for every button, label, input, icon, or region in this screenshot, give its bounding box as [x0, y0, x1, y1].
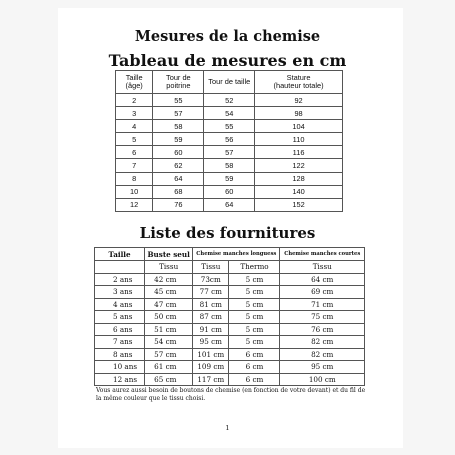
table-cell: 55 — [204, 120, 255, 133]
table-cell: 6 ans — [95, 323, 145, 336]
table-cell: 5 cm — [229, 311, 280, 324]
table-row — [116, 133, 343, 146]
table-row — [95, 286, 365, 299]
table-cell: 122 — [255, 159, 343, 172]
table-cell: 128 — [255, 172, 343, 185]
header-height: Stature (hauteur totale) — [255, 71, 343, 94]
table-cell: 64 cm — [280, 273, 365, 286]
table-header-row — [95, 248, 365, 261]
table-cell: 3 — [116, 107, 153, 120]
table-cell: 59 — [153, 133, 204, 146]
table-cell: 69 cm — [280, 286, 365, 299]
table-cell: 91 cm — [193, 323, 229, 336]
table-cell: 7 ans — [95, 336, 145, 349]
table-cell: 5 ans — [95, 311, 145, 324]
table-cell: 8 ans — [95, 348, 145, 361]
table-row — [116, 107, 343, 120]
header-size: Taille (âge) — [116, 71, 153, 94]
table-cell: 60 — [153, 146, 204, 159]
supplies-table — [94, 247, 365, 386]
table-cell: 58 — [204, 159, 255, 172]
table-cell: 71 cm — [280, 298, 365, 311]
table-cell: 58 — [153, 120, 204, 133]
table-cell: 101 cm — [193, 348, 229, 361]
table-cell: 8 — [116, 172, 153, 185]
table-cell: 51 cm — [145, 323, 193, 336]
header-size: Taille — [95, 248, 145, 261]
table-cell: 47 cm — [145, 298, 193, 311]
subheader-cell: Tissu — [280, 261, 365, 274]
table-cell: 4 ans — [95, 298, 145, 311]
header-chest: Tour de poitrine — [153, 71, 204, 94]
table-cell: 61 cm — [145, 361, 193, 374]
subheader-cell — [95, 261, 145, 274]
table-cell: 77 cm — [193, 286, 229, 299]
table-cell: 7 — [116, 159, 153, 172]
table-cell: 6 cm — [229, 348, 280, 361]
table-subheader-row — [95, 261, 365, 274]
table-row — [116, 185, 343, 198]
measurements-table — [115, 70, 343, 212]
table-cell: 6 — [116, 146, 153, 159]
header-bust-only: Buste seul — [145, 248, 193, 261]
table-row — [95, 298, 365, 311]
table-cell: 87 cm — [193, 311, 229, 324]
header-long-sleeve: Chemise manches longuess — [193, 248, 280, 261]
table-cell: 82 cm — [280, 336, 365, 349]
table-cell: 5 cm — [229, 286, 280, 299]
table-row — [95, 336, 365, 349]
document-title: Mesures de la chemise — [134, 28, 321, 45]
table-row — [95, 348, 365, 361]
table-cell: 100 cm — [280, 373, 365, 386]
measurements-table-body — [116, 94, 343, 212]
subheader-cell: Tissu — [193, 261, 229, 274]
table-cell: 56 — [204, 133, 255, 146]
table-cell: 4 — [116, 120, 153, 133]
table-cell: 5 cm — [229, 273, 280, 286]
table-cell: 5 cm — [229, 336, 280, 349]
table-row — [116, 172, 343, 185]
table-row — [116, 146, 343, 159]
subheader-cell: Tissu — [145, 261, 193, 274]
measurements-table-title: Tableau de mesures en cm — [108, 51, 347, 70]
table-cell: 10 ans — [95, 361, 145, 374]
table-cell: 52 — [204, 94, 255, 107]
table-cell: 6 cm — [229, 361, 280, 374]
table-cell: 82 cm — [280, 348, 365, 361]
table-cell: 62 — [153, 159, 204, 172]
table-cell: 5 cm — [229, 298, 280, 311]
table-cell: 60 — [204, 185, 255, 198]
table-row — [95, 311, 365, 324]
table-cell: 76 — [153, 198, 204, 211]
table-row — [116, 120, 343, 133]
table-cell: 57 — [204, 146, 255, 159]
table-cell: 5 — [116, 133, 153, 146]
subheader-cell: Thermo — [229, 261, 280, 274]
table-cell: 64 — [153, 172, 204, 185]
table-cell: 6 cm — [229, 373, 280, 386]
table-row — [116, 198, 343, 211]
table-cell: 95 cm — [280, 361, 365, 374]
header-short-sleeve: Chemise manches courtes — [280, 248, 365, 261]
table-row — [95, 361, 365, 374]
table-cell: 110 — [255, 133, 343, 146]
table-cell: 54 cm — [145, 336, 193, 349]
table-cell: 95 cm — [193, 336, 229, 349]
page-number: 1 — [225, 424, 230, 432]
table-cell: 42 cm — [145, 273, 193, 286]
table-cell: 65 cm — [145, 373, 193, 386]
table-row — [116, 159, 343, 172]
table-cell: 59 — [204, 172, 255, 185]
table-cell: 54 — [204, 107, 255, 120]
table-row — [95, 273, 365, 286]
table-cell: 140 — [255, 185, 343, 198]
table-cell: 55 — [153, 94, 204, 107]
table-cell: 2 ans — [95, 273, 145, 286]
table-cell: 5 cm — [229, 323, 280, 336]
table-cell: 73cm — [193, 273, 229, 286]
table-cell: 57 cm — [145, 348, 193, 361]
table-cell: 50 cm — [145, 311, 193, 324]
table-row — [95, 323, 365, 336]
table-cell: 152 — [255, 198, 343, 211]
table-cell: 98 — [255, 107, 343, 120]
table-cell: 92 — [255, 94, 343, 107]
table-cell: 57 — [153, 107, 204, 120]
table-cell: 3 ans — [95, 286, 145, 299]
table-cell: 76 cm — [280, 323, 365, 336]
table-row — [95, 373, 365, 386]
table-cell: 45 cm — [145, 286, 193, 299]
table-cell: 12 ans — [95, 373, 145, 386]
table-cell: 64 — [204, 198, 255, 211]
table-cell: 2 — [116, 94, 153, 107]
table-cell: 109 cm — [193, 361, 229, 374]
table-cell: 10 — [116, 185, 153, 198]
supplies-note: Vous aurez aussi besoin de boutons de chemise (en fonction de votre devant) et du fil de la même couleur que le tissu choisi. — [96, 387, 366, 402]
table-cell: 116 — [255, 146, 343, 159]
table-cell: 68 — [153, 185, 204, 198]
header-waist: Tour de taille — [204, 71, 255, 94]
table-header-row — [116, 71, 343, 94]
table-cell: 75 cm — [280, 311, 365, 324]
table-row — [116, 94, 343, 107]
supplies-table-body — [95, 273, 365, 386]
table-cell: 117 cm — [193, 373, 229, 386]
table-cell: 104 — [255, 120, 343, 133]
table-cell: 12 — [116, 198, 153, 211]
table-cell: 81 cm — [193, 298, 229, 311]
supplies-table-title: Liste des fournitures — [139, 224, 316, 242]
